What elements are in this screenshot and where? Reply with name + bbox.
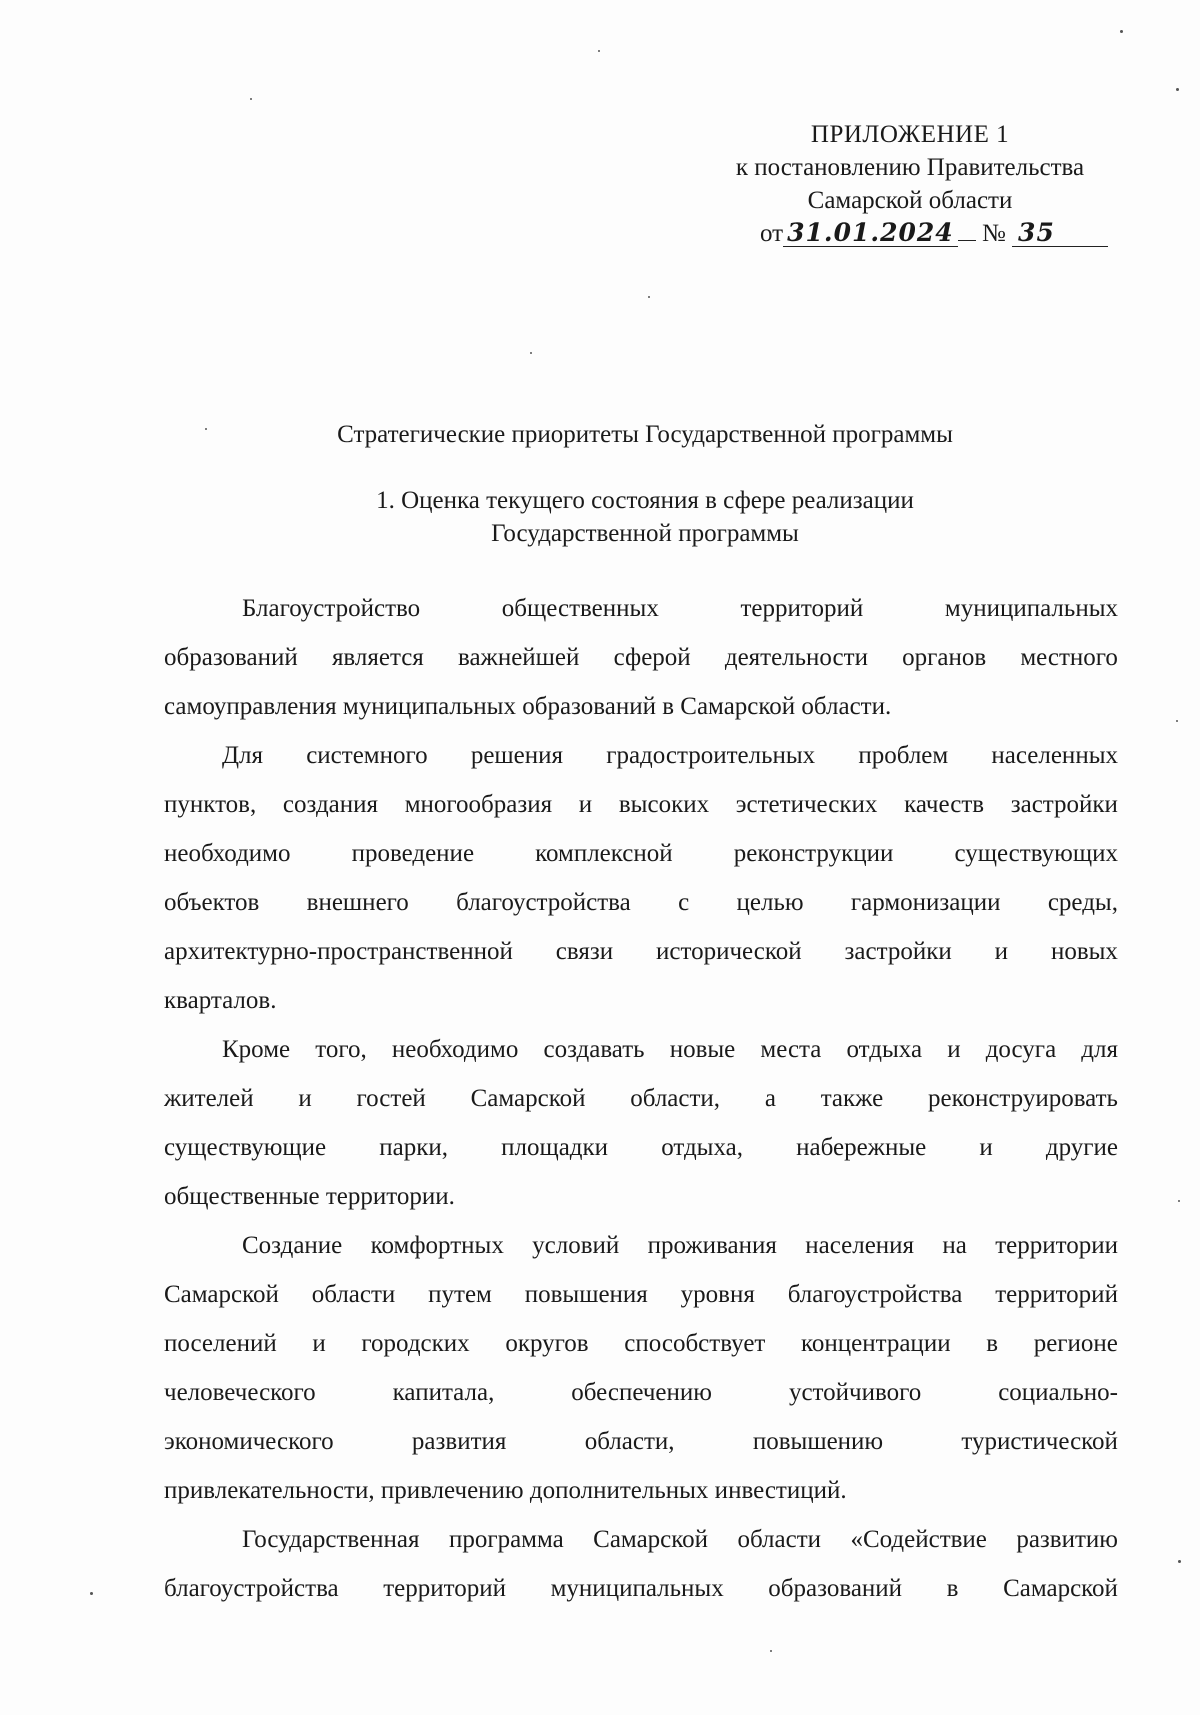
body-word: Благоустройство (242, 595, 421, 622)
body-word: экономического (164, 1428, 334, 1455)
body-word: сферой (613, 644, 691, 671)
body-word: путем (428, 1281, 492, 1308)
scan-speck (250, 98, 252, 100)
body-word: территорий (383, 1575, 507, 1602)
body-word: социально- (998, 1379, 1118, 1406)
date-number-line (690, 217, 1130, 250)
body-word: и (947, 1036, 961, 1063)
scan-speck (770, 1650, 772, 1652)
scan-speck (205, 428, 207, 430)
body-word: для (1081, 1036, 1118, 1063)
body-word: объектов (164, 889, 260, 916)
body-text (164, 584, 1118, 1613)
scan-speck (1178, 1560, 1181, 1563)
appendix-header (690, 118, 1130, 250)
handwritten-number: 35 (1012, 220, 1108, 247)
body-word: капитала, (392, 1379, 495, 1406)
body-word: качеств (904, 791, 985, 818)
body-word: градостроительных (606, 742, 816, 769)
body-line (164, 927, 1118, 976)
scan-speck (1176, 88, 1179, 91)
body-word: исторической (656, 938, 802, 965)
body-word: Для (222, 742, 264, 769)
body-word: и (578, 791, 593, 818)
body-word: муниципальных (550, 1575, 724, 1602)
body-word: отдыха, (661, 1134, 743, 1161)
body-line (164, 1270, 1118, 1319)
body-word: комплексной (535, 840, 673, 867)
number-prefix: № (981, 220, 1006, 247)
section-heading-line-2: Государственной программы (491, 520, 799, 547)
document-title: Стратегические приоритеты Государственной программы (337, 421, 953, 448)
body-word: Самарской (1003, 1575, 1118, 1602)
body-word: местного (1020, 644, 1118, 671)
scan-speck (1176, 720, 1178, 722)
body-word: площадки (501, 1134, 609, 1161)
body-word: гармонизации (850, 889, 1001, 916)
body-word: благоустройства (787, 1281, 963, 1308)
body-word: образований (768, 1575, 903, 1602)
body-line (164, 633, 1118, 682)
body-line-text: самоуправления муниципальных образований в Самарской области. (164, 693, 892, 720)
body-word: набережные (796, 1134, 927, 1161)
body-line (164, 1515, 1118, 1564)
body-word: регионе (1033, 1330, 1118, 1357)
body-word: существующих (954, 840, 1118, 867)
body-word: благоустройства (164, 1575, 339, 1602)
body-word: досуга (985, 1036, 1057, 1063)
body-word: необходимо (391, 1036, 519, 1063)
body-word: Создание (242, 1232, 343, 1259)
body-word: того, (315, 1036, 367, 1063)
body-line (164, 1564, 1118, 1613)
body-word: в (946, 1575, 959, 1602)
body-word: повышению (752, 1428, 884, 1455)
body-word: Самарской (593, 1526, 709, 1553)
body-word: является (331, 644, 424, 671)
body-word: концентрации (801, 1330, 951, 1357)
body-word: программа (448, 1526, 564, 1553)
body-line (164, 731, 1118, 780)
body-word: области, (630, 1085, 721, 1112)
scan-speck (1120, 30, 1123, 33)
body-word: внешнего (306, 889, 409, 916)
body-word: отдыха (846, 1036, 923, 1063)
body-word: места (760, 1036, 822, 1063)
body-word: и (298, 1085, 312, 1112)
body-line-text: кварталов. (164, 987, 277, 1014)
body-word: развития (411, 1428, 507, 1455)
body-word: и (994, 938, 1009, 965)
body-word: создания (282, 791, 379, 818)
handwritten-date: 31.01.2024 (783, 220, 958, 247)
body-word: территорий (740, 595, 864, 622)
body-word: проживания (647, 1232, 777, 1259)
body-word: обеспечению (571, 1379, 712, 1406)
body-line (164, 1319, 1118, 1368)
body-word: туристической (961, 1428, 1118, 1455)
body-word: проблем (858, 742, 949, 769)
body-word: территорий (995, 1281, 1118, 1308)
body-line (164, 1368, 1118, 1417)
body-word: застройки (844, 938, 952, 965)
body-word: и (979, 1134, 993, 1161)
body-word: на (942, 1232, 967, 1259)
body-word: необходимо (164, 840, 291, 867)
body-word: муниципальных (944, 595, 1118, 622)
body-word: а (764, 1085, 776, 1112)
body-word: другие (1045, 1134, 1118, 1161)
body-word: целью (736, 889, 804, 916)
body-line (164, 1025, 1118, 1074)
body-word: среды, (1047, 889, 1118, 916)
body-word: многообразия (404, 791, 553, 818)
body-word: благоустройства (456, 889, 631, 916)
body-line (164, 1172, 1118, 1221)
body-line (164, 682, 1118, 731)
body-word: эстетических (735, 791, 878, 818)
body-line-text: привлекательности, привлечению дополнительных инвестиций. (164, 1477, 847, 1504)
body-line-text: общественные территории. (164, 1183, 455, 1210)
body-word: области (311, 1281, 396, 1308)
body-word: системного (306, 742, 428, 769)
body-word: условий (532, 1232, 620, 1259)
body-word: связи (555, 938, 614, 965)
body-word: населенных (991, 742, 1118, 769)
body-word: способствует (624, 1330, 766, 1357)
body-word: существующие (164, 1134, 327, 1161)
body-word: и (312, 1330, 326, 1357)
body-word: реконструировать (927, 1085, 1118, 1112)
body-word: также (820, 1085, 884, 1112)
body-word: человеческого (164, 1379, 316, 1406)
body-line (164, 584, 1118, 633)
scan-speck (598, 50, 600, 52)
body-line (164, 1074, 1118, 1123)
date-underline (958, 240, 976, 241)
scan-speck (530, 352, 532, 354)
body-word: гостей (356, 1085, 426, 1112)
body-line (164, 1221, 1118, 1270)
body-word: в (986, 1330, 999, 1357)
scan-speck (90, 1592, 93, 1595)
body-line (164, 829, 1118, 878)
body-word: области (737, 1526, 822, 1553)
body-word: новых (1050, 938, 1118, 965)
body-word: округов (505, 1330, 589, 1357)
section-heading (0, 484, 1200, 550)
body-line (164, 1417, 1118, 1466)
body-word: создавать (543, 1036, 645, 1063)
body-word: жителей (164, 1085, 254, 1112)
body-word: важнейшей (457, 644, 580, 671)
date-prefix: от (760, 220, 784, 247)
body-word: Самарской (470, 1085, 586, 1112)
body-word: Государственная (242, 1526, 420, 1553)
appendix-line-resolution: к постановлению Правительства (735, 154, 1085, 181)
body-word: пунктов, (164, 791, 257, 818)
appendix-title: ПРИЛОЖЕНИЕ 1 (810, 121, 1010, 148)
body-word: парки, (379, 1134, 448, 1161)
body-word: городских (361, 1330, 470, 1357)
body-line (164, 878, 1118, 927)
body-word: уровня (680, 1281, 755, 1308)
body-line (164, 780, 1118, 829)
body-word: «Содействие (850, 1526, 987, 1553)
body-word: территории (995, 1232, 1118, 1259)
body-word: решения (470, 742, 564, 769)
body-line (164, 1466, 1118, 1515)
body-word: развитию (1016, 1526, 1118, 1553)
body-word: Кроме (222, 1036, 291, 1063)
body-word: с (678, 889, 690, 916)
section-heading-line-1: 1. Оценка текущего состояния в сфере реализации (376, 487, 914, 514)
body-word: органов (902, 644, 987, 671)
body-word: устойчивого (788, 1379, 922, 1406)
body-line (164, 1123, 1118, 1172)
body-word: проведение (351, 840, 475, 867)
body-word: повышения (524, 1281, 648, 1308)
appendix-line-region: Самарской области (807, 187, 1013, 214)
body-word: общественных (501, 595, 659, 622)
body-word: реконструкции (733, 840, 894, 867)
body-word: застройки (1010, 791, 1118, 818)
body-word: области, (584, 1428, 675, 1455)
body-word: комфортных (370, 1232, 504, 1259)
body-word: архитектурно-пространственной (164, 938, 513, 965)
body-word: образований (164, 644, 298, 671)
body-word: Самарской (164, 1281, 279, 1308)
body-word: высоких (618, 791, 710, 818)
scan-speck (1178, 1200, 1180, 1202)
body-word: новые (669, 1036, 736, 1063)
body-line (164, 976, 1118, 1025)
body-word: населения (805, 1232, 915, 1259)
body-word: деятельности (724, 644, 868, 671)
scan-speck (648, 296, 650, 298)
body-word: поселений (164, 1330, 277, 1357)
